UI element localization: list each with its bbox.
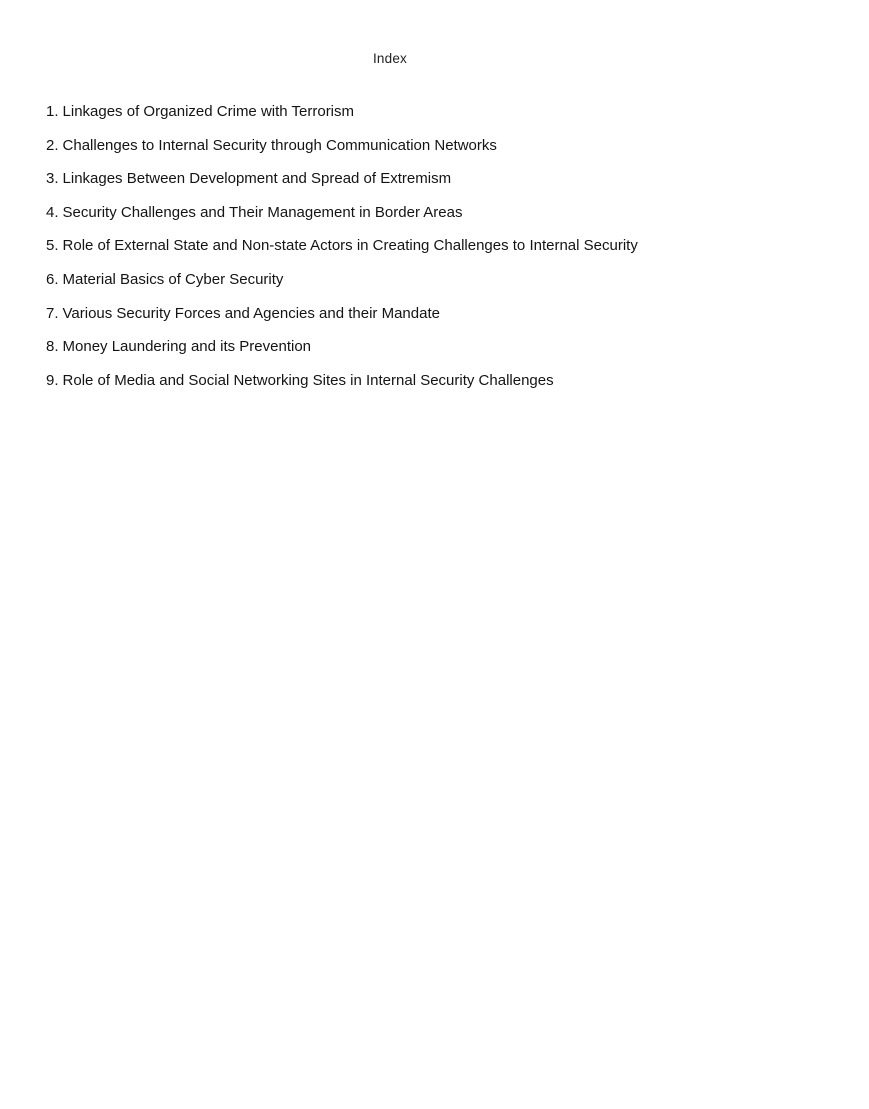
index-item: [46, 162, 829, 196]
index-item-number: 8.: [46, 338, 59, 356]
index-item-label: Linkages Between Development and Spread of Extremism: [62, 170, 452, 188]
index-item-number: 7.: [46, 304, 59, 322]
index-item: [46, 297, 829, 331]
page-title: Index: [372, 51, 408, 66]
index-item-number: 4.: [46, 203, 59, 221]
index-item-label: Role of External State and Non-state Actors in Creating Challenges to Internal Security: [62, 237, 638, 255]
index-item-number: 2.: [46, 136, 59, 154]
index-item: [46, 129, 829, 163]
index-item: [46, 229, 829, 263]
index-item-label: Security Challenges and Their Management in Border Areas: [62, 203, 463, 221]
index-item: [46, 364, 829, 398]
index-item-number: 9.: [46, 371, 59, 389]
index-item-label: Various Security Forces and Agencies and their Mandate: [62, 304, 440, 322]
index-item-label: Material Basics of Cyber Security: [62, 270, 284, 288]
index-item-label: Role of Media and Social Networking Sites in Internal Security Challenges: [62, 371, 554, 389]
index-item-number: 1.: [46, 103, 59, 120]
index-item: [46, 263, 829, 297]
index-item-label: Money Laundering and its Prevention: [62, 338, 312, 356]
index-item: [46, 330, 829, 364]
index-item: [46, 196, 829, 230]
index-item-number: 3.: [46, 170, 59, 188]
index-item-label: Challenges to Internal Security through Communication Networks: [62, 136, 497, 154]
index-list: [46, 95, 829, 397]
index-item: [46, 95, 829, 129]
index-item-label: Linkages of Organized Crime with Terrorism: [62, 103, 355, 120]
index-item-number: 6.: [46, 270, 59, 288]
index-item-number: 5.: [46, 237, 59, 255]
